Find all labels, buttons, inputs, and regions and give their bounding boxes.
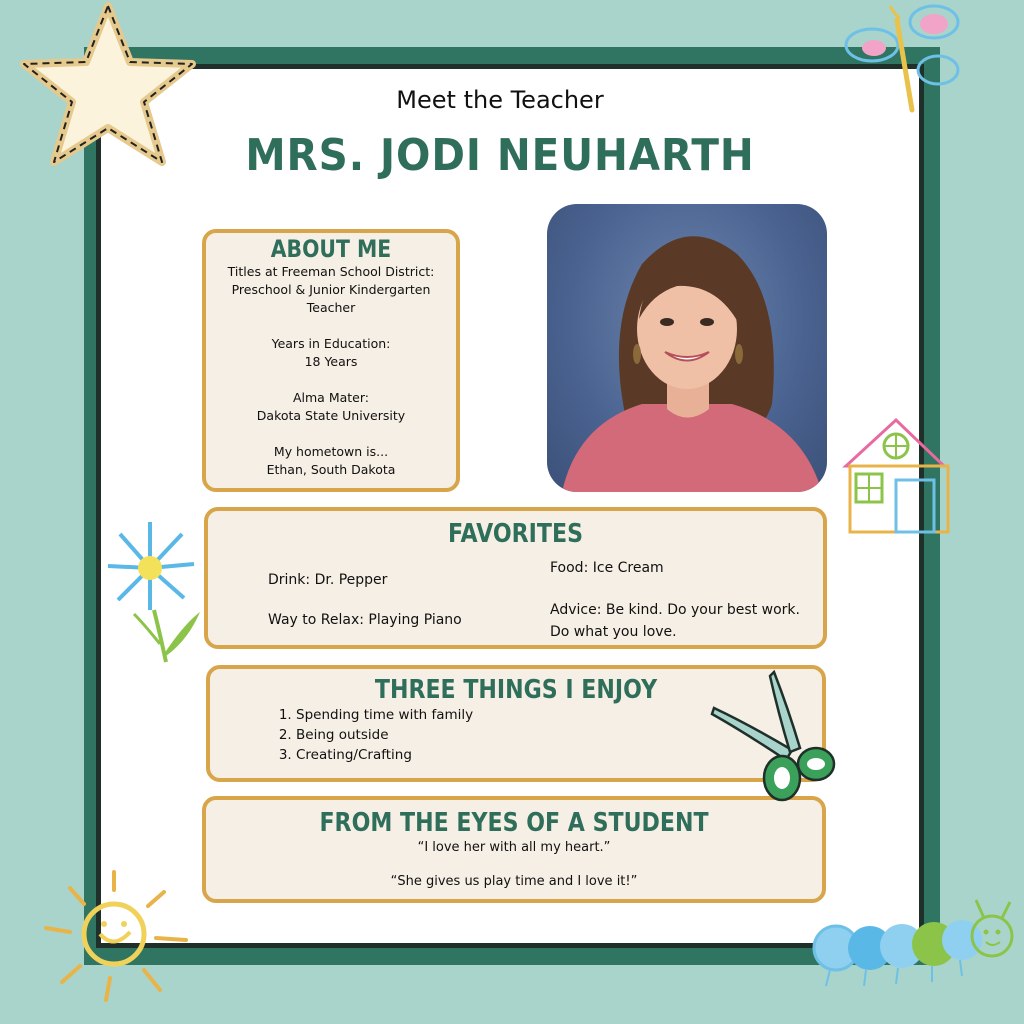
- alma-value: Dakota State University: [256, 408, 406, 423]
- list-item: 2. Being outside: [296, 725, 822, 745]
- fav-food: Food: Ice Cream: [550, 560, 664, 576]
- titles-value-2: Teacher: [306, 300, 356, 315]
- teacher-photo: [547, 204, 827, 492]
- student-quote-2: “She gives us play time and I love it!”: [390, 874, 638, 889]
- butterfly-icon: [842, 0, 972, 120]
- years-label: Years in Education:: [271, 336, 391, 351]
- hometown-value: Ethan, South Dakota: [266, 462, 396, 477]
- student-card: [202, 796, 826, 903]
- fav-advice-1: Advice: Be kind. Do your best work.: [550, 602, 800, 618]
- caterpillar-icon: [806, 896, 1018, 992]
- list-item: 3. Creating/Crafting: [296, 745, 822, 765]
- about-heading: ABOUT ME: [270, 235, 392, 263]
- sun-icon: [40, 866, 198, 1006]
- star-icon: [16, 0, 198, 170]
- scissors-icon: [708, 668, 840, 804]
- favorites-heading: FAVORITES: [447, 519, 583, 549]
- titles-label: Titles at Freeman School District:: [227, 264, 435, 279]
- years-value: 18 Years: [304, 354, 358, 369]
- titles-value-1: Preschool & Junior Kindergarten: [231, 282, 431, 297]
- flower-icon: [104, 514, 208, 664]
- student-quote-1: “I love her with all my heart.”: [417, 840, 611, 855]
- house-icon: [838, 414, 956, 538]
- student-heading: FROM THE EYES OF A STUDENT: [319, 808, 709, 838]
- page-subtitle: Meet the Teacher: [396, 86, 604, 114]
- favorites-card: [204, 507, 827, 649]
- teacher-name: MRS. JODI NEUHARTH: [245, 130, 755, 181]
- fav-drink: Drink: Dr. Pepper: [268, 572, 388, 588]
- about-card: [202, 229, 460, 492]
- list-item: 1. Spending time with family: [296, 705, 822, 725]
- alma-label: Alma Mater:: [292, 390, 369, 405]
- fav-relax: Way to Relax: Playing Piano: [268, 612, 462, 628]
- fav-advice-2: Do what you love.: [550, 624, 677, 640]
- hometown-label: My hometown is...: [273, 444, 389, 459]
- enjoy-heading: THREE THINGS I ENJOY: [374, 675, 658, 705]
- about-lines: [206, 263, 456, 479]
